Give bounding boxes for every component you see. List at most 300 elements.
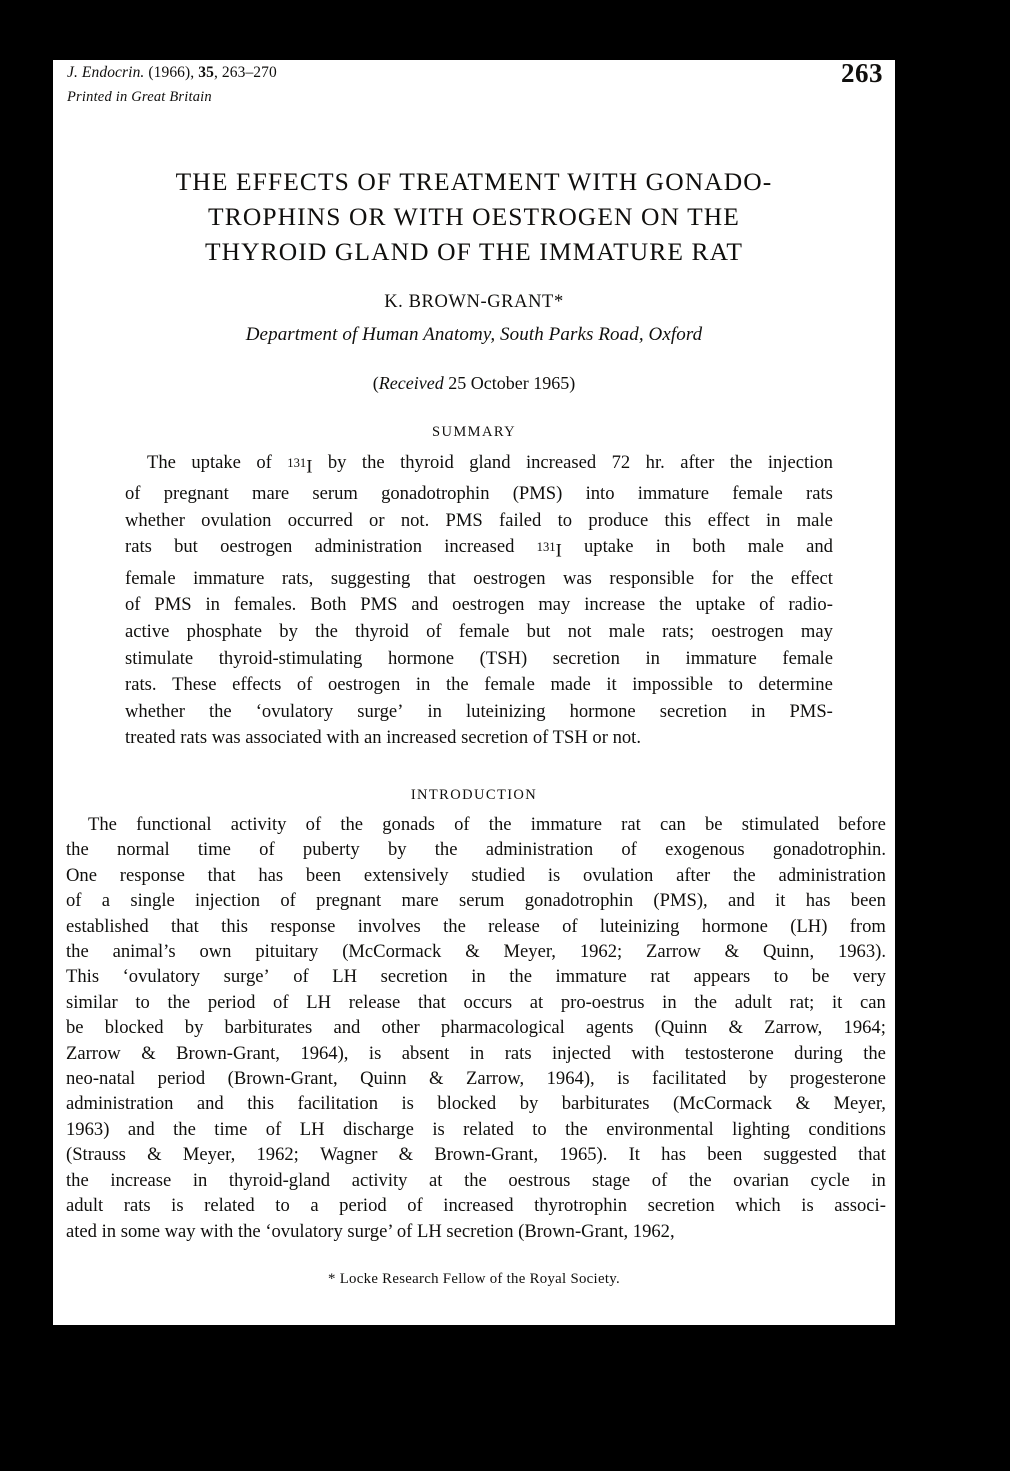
word: by <box>519 1093 539 1115</box>
word: (PMS) <box>512 483 563 505</box>
word: female <box>458 620 510 642</box>
word: in <box>750 700 766 722</box>
word: It <box>628 1144 640 1166</box>
word: and <box>411 594 439 616</box>
word: immature <box>555 966 627 988</box>
word: serum <box>458 890 505 912</box>
word: of <box>296 674 313 696</box>
word: female <box>782 647 833 669</box>
word: luteinizing <box>599 915 680 937</box>
journal-volume: 35 <box>198 64 214 81</box>
word: LH <box>332 966 358 988</box>
word: and <box>196 1093 224 1115</box>
word: gonadotrophin <box>381 483 490 505</box>
text-line <box>66 1142 886 1167</box>
text-line <box>66 1041 886 1066</box>
word: and <box>806 536 833 558</box>
text-line <box>125 534 833 565</box>
text-line <box>125 619 833 646</box>
word: is <box>368 1042 382 1064</box>
word: is <box>432 1118 445 1140</box>
word: discharge <box>342 1118 414 1140</box>
text-line <box>66 990 886 1015</box>
word: the <box>66 839 89 861</box>
text-line <box>66 1091 886 1116</box>
word: determine <box>758 674 833 696</box>
word: thyroid <box>400 452 454 473</box>
word: Wagner <box>320 1144 378 1166</box>
word: Quinn, <box>762 941 815 963</box>
word: absent <box>401 1042 450 1064</box>
word: $^{131}$I <box>287 456 313 478</box>
word: impossible <box>632 674 713 696</box>
word: PMS <box>360 594 398 616</box>
word: release <box>488 915 540 937</box>
word: with <box>631 1042 665 1064</box>
word: this <box>664 509 692 531</box>
word: oestrogen <box>473 567 546 589</box>
word: One <box>66 864 97 886</box>
text-line <box>125 508 833 535</box>
word: increase <box>584 594 646 616</box>
word: hormone <box>387 647 455 669</box>
introduction-heading: INTRODUCTION <box>410 787 538 803</box>
word: that <box>170 915 199 937</box>
author-name: K. BROWN-GRANT* <box>384 292 564 312</box>
word: can <box>659 814 686 835</box>
word: Meyer, <box>182 1144 236 1166</box>
word: period <box>207 991 256 1013</box>
word: involves <box>357 915 421 937</box>
word: females. <box>233 594 297 616</box>
word: been <box>707 1144 743 1166</box>
word: of <box>305 814 322 835</box>
word: made <box>550 674 591 696</box>
word: of <box>265 1118 282 1140</box>
word: female <box>732 483 783 505</box>
word: male <box>608 620 645 642</box>
word: related <box>463 1118 514 1140</box>
word: been <box>305 864 342 886</box>
word: before <box>838 814 886 835</box>
word: male <box>747 536 784 558</box>
word: the <box>659 594 682 616</box>
text-line <box>125 481 833 508</box>
word: after <box>680 452 715 473</box>
word: This <box>66 966 100 988</box>
word: the <box>565 1118 588 1140</box>
text-line <box>125 592 833 619</box>
printed-in-line: Printed in Great Britain <box>67 88 212 105</box>
word: can <box>860 991 886 1013</box>
word: into <box>585 483 615 505</box>
word: female <box>484 674 535 696</box>
word: Meyer, <box>833 1093 886 1115</box>
word: rats <box>123 1195 151 1217</box>
word: of <box>256 452 272 473</box>
text-line <box>66 939 886 964</box>
text-line <box>125 566 833 593</box>
word: studied <box>471 864 526 886</box>
word: be <box>704 814 723 835</box>
word: conditions <box>808 1118 886 1140</box>
word: oestrogen <box>220 536 293 558</box>
word: to <box>557 509 573 531</box>
word: a <box>101 890 111 912</box>
word: (McCormack <box>672 1093 773 1115</box>
word: exogenous <box>665 839 745 861</box>
word: the <box>732 864 756 886</box>
word: & <box>728 1017 743 1039</box>
word: uptake <box>191 452 241 473</box>
word: These <box>172 674 217 696</box>
scanned-page-sheet <box>53 60 895 1325</box>
word: radio- <box>788 594 833 616</box>
word: after <box>676 864 711 886</box>
word: of <box>562 915 578 937</box>
word: 1963). <box>837 941 886 963</box>
word: other <box>381 1017 420 1039</box>
word: very <box>852 966 886 988</box>
word: by <box>279 620 298 642</box>
word: but <box>526 620 551 642</box>
word: pregnant <box>316 890 382 912</box>
word: that <box>207 864 236 886</box>
word: in <box>871 1169 886 1191</box>
text-line <box>66 964 886 989</box>
word: injection <box>195 890 261 912</box>
received-open-paren: ( <box>372 373 379 393</box>
word: progesterone <box>789 1068 886 1090</box>
text-line <box>66 1117 886 1142</box>
text-line <box>125 646 833 673</box>
word: increased <box>443 1195 514 1217</box>
word: PMS <box>445 509 483 531</box>
word: rats; <box>662 620 695 642</box>
word: pituitary <box>255 941 319 963</box>
word: of <box>259 839 275 861</box>
word: of <box>125 594 141 616</box>
word: immature <box>530 814 602 835</box>
author-affiliation: Department of Human Anatomy, South Parks Road, Oxford <box>245 324 703 345</box>
word: barbiturates <box>224 1017 313 1039</box>
word: & <box>724 941 740 963</box>
word: to <box>275 1195 290 1217</box>
word: oestrogen <box>711 620 784 642</box>
word: extensively <box>363 864 449 886</box>
word: that <box>417 991 446 1013</box>
word: the <box>750 567 774 589</box>
word: Zarrow <box>66 1042 121 1064</box>
word: is <box>617 1068 630 1090</box>
word: not <box>567 620 592 642</box>
word: hormone <box>569 700 636 722</box>
word: & <box>141 1042 156 1064</box>
word: of <box>66 890 82 912</box>
word: own <box>199 941 232 963</box>
word: gonadotrophin <box>524 890 634 912</box>
word: PMS <box>154 594 192 616</box>
word: ovulation <box>583 864 654 886</box>
word: the <box>167 991 191 1013</box>
footnote: * Locke Research Fellow of the Royal Society. <box>328 1271 620 1287</box>
word: in <box>645 647 660 669</box>
word: puberty <box>302 839 360 861</box>
word: is <box>401 1093 414 1115</box>
word: response <box>119 864 185 886</box>
word: $^{131}$I <box>536 540 562 563</box>
word: a <box>310 1195 319 1217</box>
word: period <box>339 1195 387 1217</box>
word: stimulate <box>125 647 194 669</box>
word: of <box>426 620 442 642</box>
word: of <box>759 594 775 616</box>
word: active <box>125 620 170 642</box>
word: occurred <box>287 509 353 531</box>
page-number: 263 <box>841 60 883 88</box>
word: (Brown-Grant, <box>227 1068 338 1090</box>
word: immature <box>685 647 757 669</box>
word: thyroid-stimulating <box>218 647 363 669</box>
word: ‘ovulatory <box>122 966 201 988</box>
word: uptake <box>584 536 634 558</box>
word: activity <box>351 1169 408 1191</box>
word: the <box>509 966 532 988</box>
word: rat; <box>789 991 815 1013</box>
word: oestrous <box>508 1169 571 1191</box>
word: male <box>796 509 833 531</box>
word: or <box>369 509 385 531</box>
summary-paragraph <box>125 450 833 752</box>
word: thyroid <box>355 620 409 642</box>
word: of <box>621 839 637 861</box>
word: mare <box>252 483 290 505</box>
word: period <box>157 1068 206 1090</box>
word: suggesting <box>330 567 411 589</box>
text-line <box>66 888 886 913</box>
word: it <box>606 674 617 696</box>
word: Zarrow, <box>465 1068 525 1090</box>
word: gland <box>469 452 511 473</box>
word: whether <box>125 509 185 531</box>
word: in <box>655 536 671 558</box>
word: the <box>488 814 512 835</box>
word: Zarrow <box>646 941 701 963</box>
word: LH <box>299 1118 325 1140</box>
word: be <box>811 966 830 988</box>
word: in <box>415 674 431 696</box>
text-line <box>66 863 886 888</box>
text-line <box>66 837 886 862</box>
word: pro-oestrus <box>560 991 645 1013</box>
word: phosphate <box>186 620 263 642</box>
word: administration <box>485 839 594 861</box>
word: the <box>361 452 385 473</box>
word: effect <box>790 567 833 589</box>
word: 1962; <box>256 1144 299 1166</box>
text-line <box>66 1193 886 1218</box>
text-line: treated rats was associated with an increased secretion of TSH or not. <box>125 727 641 749</box>
word: adult <box>734 991 772 1013</box>
word: the <box>688 1169 712 1191</box>
word: is <box>801 1195 814 1217</box>
word: produce <box>588 509 649 531</box>
text-line <box>66 812 886 837</box>
word: the <box>315 620 338 642</box>
word: in <box>427 700 442 722</box>
word: secretion <box>380 966 448 988</box>
word: PMS- <box>789 700 833 722</box>
word: rats, <box>281 567 314 589</box>
isotope-superscript: 131 <box>536 540 556 555</box>
word: to <box>773 966 789 988</box>
word: in <box>471 966 486 988</box>
word: functional <box>136 814 212 835</box>
word: in <box>192 1169 208 1191</box>
word: Zarrow, <box>764 1017 823 1039</box>
word: by <box>387 839 407 861</box>
word: at <box>529 991 544 1013</box>
word: to <box>728 674 743 696</box>
word: 1964; <box>843 1017 886 1039</box>
word: hormone <box>701 915 768 937</box>
word: in <box>662 991 677 1013</box>
word: the <box>66 941 89 963</box>
word: the <box>694 991 718 1013</box>
word: (Quinn <box>654 1017 708 1039</box>
word: surge’ <box>357 700 404 722</box>
word: normal <box>116 839 170 861</box>
word: may <box>538 594 571 616</box>
word: & <box>398 1144 414 1166</box>
word: appears <box>693 966 751 988</box>
word: hr. <box>645 452 665 473</box>
word: release <box>348 991 401 1013</box>
word: the <box>173 1118 196 1140</box>
word: is <box>547 864 561 886</box>
word: time <box>214 1118 248 1140</box>
word: ovarian <box>733 1169 789 1191</box>
word: immature <box>193 567 265 589</box>
word: by <box>748 1068 768 1090</box>
word: which <box>735 1195 781 1217</box>
word: mare <box>401 890 439 912</box>
word: The <box>88 814 117 835</box>
word: has <box>805 890 831 912</box>
word: increased <box>444 536 515 558</box>
word: thyrotrophin <box>534 1195 628 1217</box>
word: immature <box>637 483 709 505</box>
word: similar <box>66 991 118 1013</box>
word: it <box>775 890 786 912</box>
word: effects <box>232 674 282 696</box>
word: gonadotrophin. <box>772 839 886 861</box>
word: the <box>340 814 364 835</box>
word: of <box>454 814 470 835</box>
word: of <box>273 991 289 1013</box>
word: luteinizing <box>465 700 546 722</box>
word: female <box>125 567 176 589</box>
word: for <box>711 567 734 589</box>
word: adult <box>66 1195 104 1217</box>
word: LH <box>306 991 332 1013</box>
text-line <box>125 699 833 726</box>
word: of <box>651 1169 668 1191</box>
word: that <box>858 1144 886 1166</box>
word: increase <box>110 1169 172 1191</box>
word: administration <box>314 536 422 558</box>
received-date-text: 25 October 1965) <box>443 373 576 393</box>
introduction-paragraph <box>66 812 886 1244</box>
word: and <box>127 1118 155 1140</box>
text-line <box>125 450 833 481</box>
received-label: Received <box>378 373 444 393</box>
word: the <box>208 700 232 722</box>
word: the <box>445 674 469 696</box>
title-line-3: THYROID GLAND OF THE IMMATURE RAT <box>204 237 744 266</box>
word: that <box>427 567 456 589</box>
word: increased <box>525 452 597 473</box>
word: (PMS), <box>653 890 708 912</box>
word: ‘ovulatory <box>255 700 334 722</box>
word: rats. <box>125 674 157 696</box>
word: established <box>66 915 149 937</box>
word: cycle <box>810 1169 850 1191</box>
word: 1963) <box>66 1118 110 1140</box>
word: may <box>800 620 833 642</box>
word: pharmacological <box>440 1017 565 1039</box>
running-head <box>67 65 885 104</box>
word: neo-natal <box>66 1068 136 1090</box>
word: rats <box>125 536 152 558</box>
word: in <box>205 594 220 616</box>
word: secretion <box>647 1195 715 1217</box>
text-line <box>66 1168 886 1193</box>
word: secretion <box>659 700 727 722</box>
word: effect <box>707 509 750 531</box>
word: stage <box>591 1169 631 1191</box>
word: the <box>863 1042 886 1064</box>
text-line <box>66 914 886 939</box>
word: thyroid-gland <box>228 1169 331 1191</box>
word: has <box>661 1144 686 1166</box>
word: to <box>135 991 150 1013</box>
word: Both <box>310 594 347 616</box>
word: environmental <box>606 1118 714 1140</box>
word: whether <box>125 700 185 722</box>
word: associ- <box>834 1195 886 1217</box>
word: responsible <box>609 567 695 589</box>
word: facilitation <box>297 1093 379 1115</box>
word: single <box>130 890 175 912</box>
word: by <box>327 452 347 473</box>
word: blocked <box>104 1017 164 1039</box>
word: response <box>270 915 336 937</box>
word: 1965). <box>559 1144 608 1166</box>
word: gonads <box>382 814 435 835</box>
word: lighting <box>732 1118 790 1140</box>
word: in <box>469 1042 485 1064</box>
word: barbiturates <box>561 1093 650 1115</box>
word: Brown-Grant, <box>434 1144 539 1166</box>
word: the <box>464 1169 487 1191</box>
word: facilitated <box>652 1068 727 1090</box>
word: be <box>66 1017 84 1039</box>
word: testosterone <box>684 1042 774 1064</box>
text-line <box>125 672 833 699</box>
word: & <box>795 1093 811 1115</box>
word: related <box>204 1195 255 1217</box>
